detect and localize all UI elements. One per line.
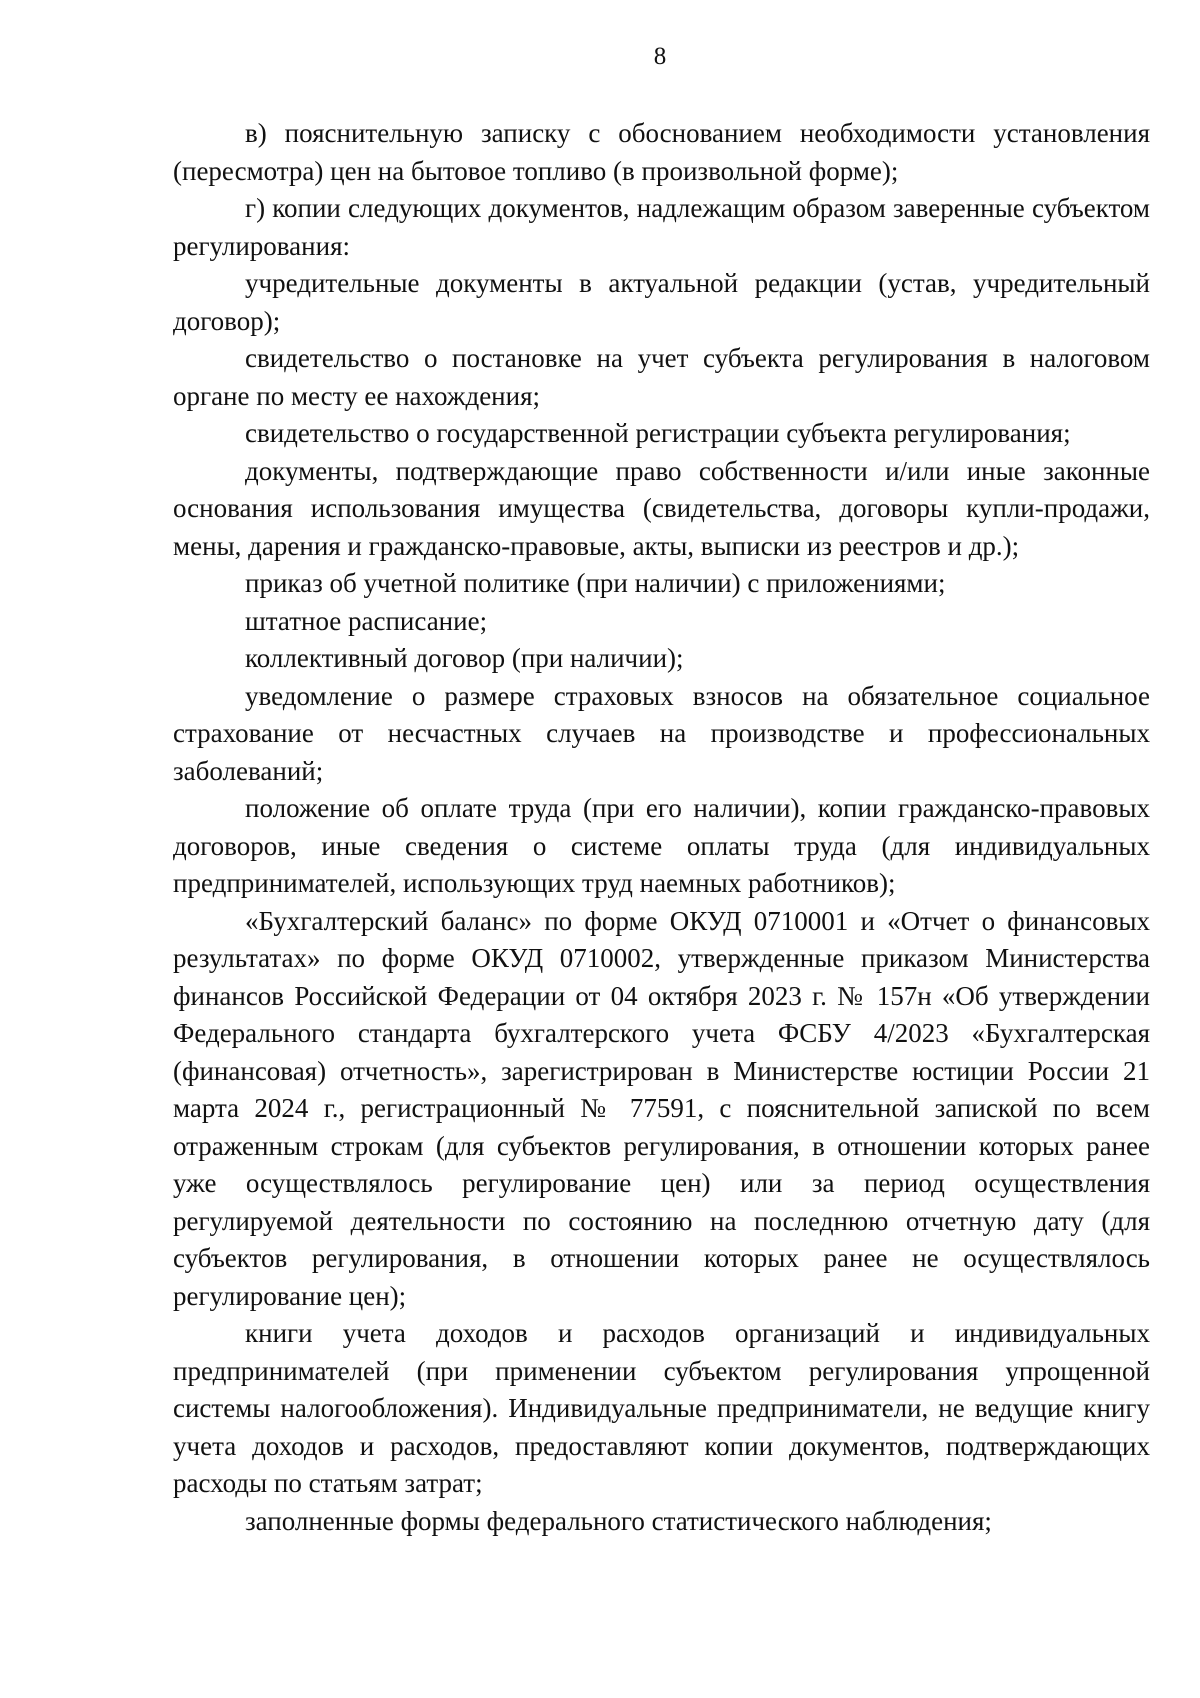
paragraph-property-documents: документы, подтверждающие право собственности и/или иные законные основания использования имущества (свидетельства, договоры купли-продажи, мены, дарения и гражданско-правовые, акты, выписки из реестров и др.); bbox=[173, 455, 1150, 561]
page-number: 8 bbox=[653, 43, 667, 70]
paragraph-founding-documents: учредительные документы в актуальной редакции (устав, учредительный договор); bbox=[173, 268, 1150, 336]
document-body bbox=[173, 115, 1150, 1540]
paragraph-collective-agreement: коллективный договор (при наличии); bbox=[245, 643, 684, 673]
paragraph-statistical-forms: заполненные формы федерального статистического наблюдения; bbox=[245, 1505, 992, 1536]
paragraph-explanatory-note: в) пояснительную записку с обоснованием необходимости установления (пересмотра) цен на бытовое топливо (в произвольной форме); bbox=[173, 118, 1150, 186]
paragraph-staff-schedule: штатное расписание; bbox=[245, 605, 488, 636]
paragraph-insurance-notice: уведомление о размере страховых взносов на обязательное социальное страхование от несчастных случаев на производстве и профессиональных заболеваний; bbox=[173, 680, 1150, 786]
paragraph-income-expense-books: книги учета доходов и расходов организаций и индивидуальных предпринимателей (при применении субъектом регулирования упрощенной системы налогообложения). Индивидуальные предприниматели, не ведущие книгу учета доходов и расходов, предоставляют копии документов, подтверждающих расходы по статьям затрат; bbox=[173, 1318, 1150, 1498]
paragraph-balance-sheet: «Бухгалтерский баланс» по форме ОКУД 0710001 и «Отчет о финансовых результатах» по форме ОКУД 0710002, утвержденные приказом Министерства финансов Российской Федерации от 04 октября 2023 г. № 157н «Об утверждении Федерального стандарта бухгалтерского учета ФСБУ 4/2023 «Бухгалтерская (финансовая) отчетность», зарегистрирован в Министерстве юстиции России 21 марта 2024 г., регистрационный № 77591, с пояснительной запиской по всем отраженным строкам (для субъектов регулирования, в отношении которых ранее уже осуществлялось регулирование цен) или за период осуществления регулируемой деятельности по состоянию на последнюю отчетную дату (для субъектов регулирования, в отношении которых ранее не осуществлялось регулирование цен); bbox=[173, 905, 1150, 1311]
paragraph-tax-registration: свидетельство о постановке на учет субъекта регулирования в налоговом органе по месту ее нахождения; bbox=[173, 343, 1150, 411]
paragraph-document-copies: г) копии следующих документов, надлежащим образом заверенные субъектом регулирования: bbox=[173, 193, 1150, 261]
paragraph-accounting-policy: приказ об учетной политике (при наличии) с приложениями; bbox=[245, 568, 946, 598]
paragraph-wage-regulation: положение об оплате труда (при его наличии), копии гражданско-правовых договоров, иные сведения о системе оплаты труда (для индивидуальных предпринимателей, использующих труд наемных работников); bbox=[173, 793, 1150, 898]
paragraph-state-registration: свидетельство о государственной регистрации субъекта регулирования; bbox=[245, 418, 1071, 448]
